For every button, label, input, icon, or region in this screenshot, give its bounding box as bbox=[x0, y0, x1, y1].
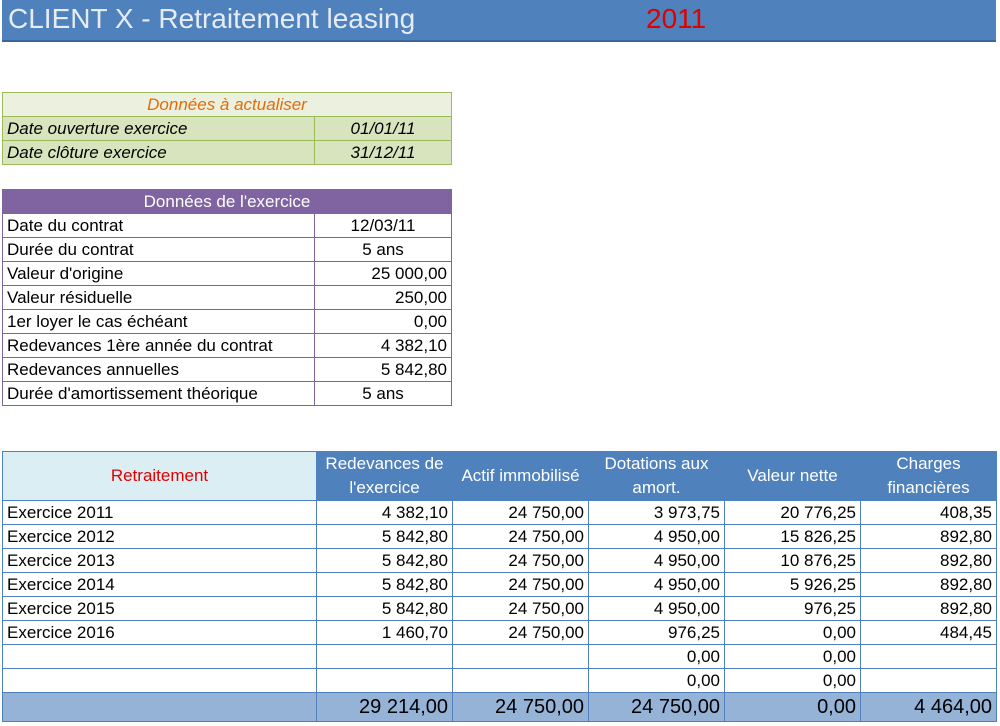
cell-label[interactable]: Date du contrat bbox=[3, 214, 315, 238]
table-cell[interactable]: 24 750,00 bbox=[453, 549, 589, 573]
cell-label[interactable]: Durée du contrat bbox=[3, 238, 315, 262]
table-cell[interactable]: 10 876,25 bbox=[725, 549, 861, 573]
column-header: Valeur nette bbox=[725, 452, 861, 501]
cell-value[interactable]: 0,00 bbox=[315, 310, 452, 334]
table-row bbox=[3, 214, 452, 238]
cell-value[interactable]: 25 000,00 bbox=[315, 262, 452, 286]
table-cell[interactable]: 24 750,00 bbox=[453, 573, 589, 597]
title-bar bbox=[2, 0, 996, 42]
total-cell[interactable] bbox=[3, 693, 317, 722]
table-cell[interactable]: 5 926,25 bbox=[725, 573, 861, 597]
exercice-heading: Données de l'exercice bbox=[3, 190, 452, 214]
table-cell[interactable] bbox=[317, 645, 453, 669]
cell-value[interactable]: 5 842,80 bbox=[315, 358, 452, 382]
table-cell[interactable]: 976,25 bbox=[589, 621, 725, 645]
table-cell[interactable]: 24 750,00 bbox=[453, 621, 589, 645]
actualiser-heading: Données à actualiser bbox=[3, 93, 452, 117]
total-cell[interactable]: 29 214,00 bbox=[317, 693, 453, 722]
total-cell[interactable]: 24 750,00 bbox=[589, 693, 725, 722]
table-cell[interactable]: 4 950,00 bbox=[589, 525, 725, 549]
table-cell[interactable]: 20 776,25 bbox=[725, 501, 861, 525]
actualiser-table bbox=[2, 92, 452, 165]
row-label-cell[interactable] bbox=[3, 669, 317, 693]
table-row bbox=[3, 262, 452, 286]
row-label-cell[interactable]: Exercice 2014 bbox=[3, 573, 317, 597]
table-cell[interactable]: 0,00 bbox=[589, 669, 725, 693]
cell-label[interactable]: Redevances annuelles bbox=[3, 358, 315, 382]
table-cell[interactable]: 24 750,00 bbox=[453, 597, 589, 621]
row-label-cell[interactable]: Exercice 2015 bbox=[3, 597, 317, 621]
table-row bbox=[3, 310, 452, 334]
row-label-cell[interactable]: Exercice 2012 bbox=[3, 525, 317, 549]
table-cell[interactable] bbox=[861, 669, 997, 693]
table-cell[interactable]: 3 973,75 bbox=[589, 501, 725, 525]
cell-label[interactable]: Valeur résiduelle bbox=[3, 286, 315, 310]
total-cell[interactable]: 0,00 bbox=[725, 693, 861, 722]
row-label-cell[interactable] bbox=[3, 645, 317, 669]
totals-row bbox=[3, 693, 997, 722]
table-header-row bbox=[3, 452, 997, 501]
table-cell[interactable]: 892,80 bbox=[861, 525, 997, 549]
retraitement-body bbox=[3, 501, 997, 693]
cell-label[interactable]: Valeur d'origine bbox=[3, 262, 315, 286]
table-cell[interactable]: 5 842,80 bbox=[317, 525, 453, 549]
date-ouverture-cell[interactable]: 01/01/11 bbox=[315, 117, 452, 141]
exercice-table bbox=[2, 189, 452, 406]
cell-label[interactable]: 1er loyer le cas échéant bbox=[3, 310, 315, 334]
table-row bbox=[3, 597, 997, 621]
cell-label[interactable]: Date ouverture exercice bbox=[3, 117, 315, 141]
table-cell[interactable] bbox=[317, 669, 453, 693]
retraitement-table bbox=[2, 451, 997, 722]
column-header: Redevances de l'exercice bbox=[317, 452, 453, 501]
table-row bbox=[3, 238, 452, 262]
cell-label[interactable]: Durée d'amortissement théorique bbox=[3, 382, 315, 406]
table-cell[interactable]: 408,35 bbox=[861, 501, 997, 525]
table-cell[interactable]: 4 950,00 bbox=[589, 597, 725, 621]
table-cell[interactable]: 5 842,80 bbox=[317, 597, 453, 621]
table-cell[interactable]: 4 950,00 bbox=[589, 549, 725, 573]
date-cloture-cell[interactable]: 31/12/11 bbox=[315, 141, 452, 165]
table-cell[interactable]: 0,00 bbox=[725, 669, 861, 693]
table-row bbox=[3, 358, 452, 382]
table-row bbox=[3, 141, 452, 165]
cell-value[interactable]: 12/03/11 bbox=[315, 214, 452, 238]
table-row bbox=[3, 382, 452, 406]
column-header: Actif immobilisé bbox=[453, 452, 589, 501]
table-cell[interactable]: 4 950,00 bbox=[589, 573, 725, 597]
table-row bbox=[3, 501, 997, 525]
column-header: Charges financières bbox=[861, 452, 997, 501]
table-cell[interactable]: 892,80 bbox=[861, 597, 997, 621]
cell-value[interactable]: 5 ans bbox=[315, 382, 452, 406]
cell-label[interactable]: Date clôture exercice bbox=[3, 141, 315, 165]
table-cell[interactable]: 24 750,00 bbox=[453, 501, 589, 525]
table-cell[interactable] bbox=[861, 645, 997, 669]
table-row bbox=[3, 621, 997, 645]
table-row bbox=[3, 334, 452, 358]
cell-label[interactable]: Redevances 1ère année du contrat bbox=[3, 334, 315, 358]
row-label-cell[interactable]: Exercice 2016 bbox=[3, 621, 317, 645]
table-cell[interactable]: 24 750,00 bbox=[453, 525, 589, 549]
table-cell[interactable]: 1 460,70 bbox=[317, 621, 453, 645]
table-cell[interactable]: 484,45 bbox=[861, 621, 997, 645]
total-cell[interactable]: 24 750,00 bbox=[453, 693, 589, 722]
retraitement-label: Retraitement bbox=[3, 452, 317, 501]
cell-value[interactable]: 4 382,10 bbox=[315, 334, 452, 358]
table-cell[interactable] bbox=[453, 645, 589, 669]
table-row bbox=[3, 573, 997, 597]
table-cell[interactable]: 0,00 bbox=[589, 645, 725, 669]
column-header: Dotations aux amort. bbox=[589, 452, 725, 501]
table-cell[interactable]: 4 382,10 bbox=[317, 501, 453, 525]
row-label-cell[interactable]: Exercice 2011 bbox=[3, 501, 317, 525]
table-cell[interactable]: 976,25 bbox=[725, 597, 861, 621]
table-cell[interactable] bbox=[453, 669, 589, 693]
cell-value[interactable]: 5 ans bbox=[315, 238, 452, 262]
table-row bbox=[3, 525, 997, 549]
table-cell[interactable]: 5 842,80 bbox=[317, 573, 453, 597]
page-title: CLIENT X - Retraitement leasing bbox=[8, 3, 416, 34]
cell-value[interactable]: 250,00 bbox=[315, 286, 452, 310]
table-cell[interactable]: 892,80 bbox=[861, 549, 997, 573]
table-cell[interactable]: 0,00 bbox=[725, 621, 861, 645]
table-row bbox=[3, 669, 997, 693]
table-row bbox=[3, 645, 997, 669]
title-year: 2011 bbox=[646, 3, 707, 34]
row-label-cell[interactable]: Exercice 2013 bbox=[3, 549, 317, 573]
total-cell[interactable]: 4 464,00 bbox=[861, 693, 997, 722]
table-cell[interactable]: 0,00 bbox=[725, 645, 861, 669]
table-cell[interactable]: 5 842,80 bbox=[317, 549, 453, 573]
table-row bbox=[3, 117, 452, 141]
table-cell[interactable]: 15 826,25 bbox=[725, 525, 861, 549]
table-row bbox=[3, 549, 997, 573]
table-row bbox=[3, 286, 452, 310]
table-cell[interactable]: 892,80 bbox=[861, 573, 997, 597]
